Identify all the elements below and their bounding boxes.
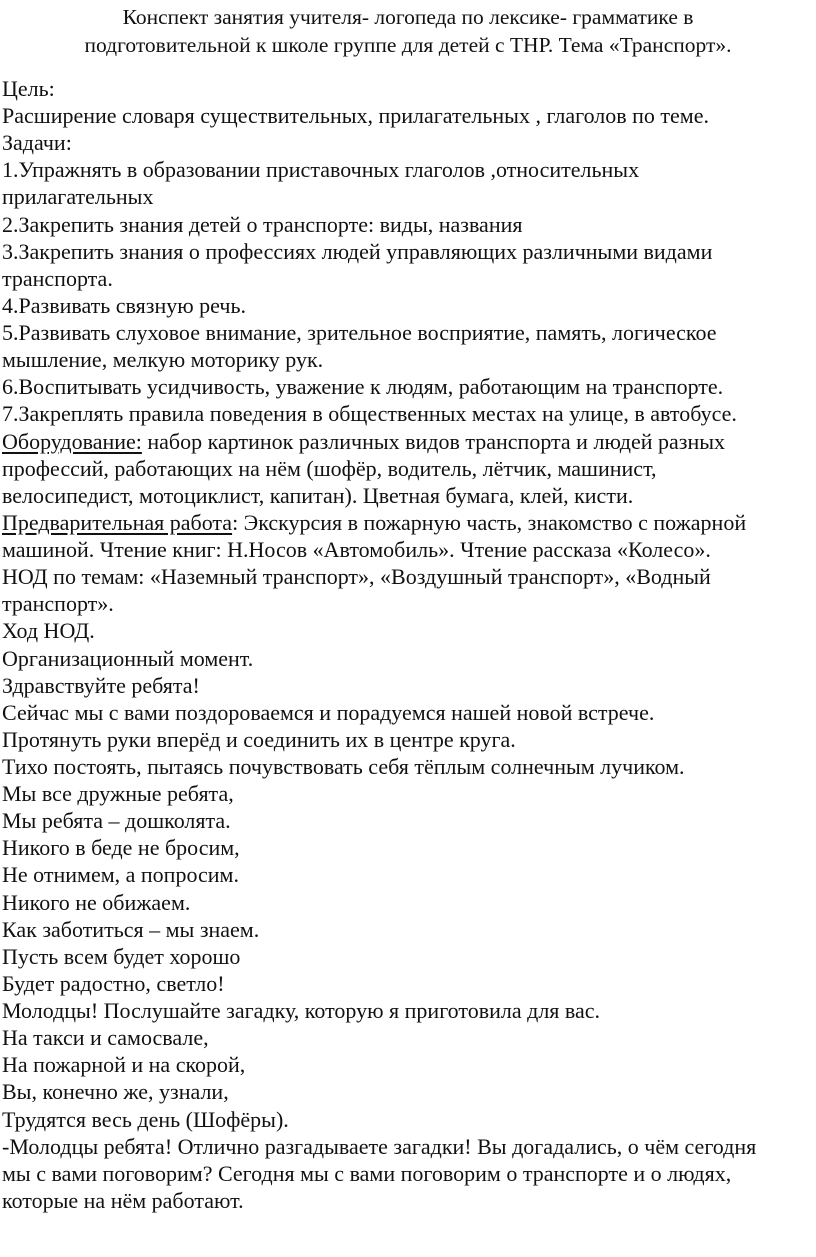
body-line [2, 536, 711, 563]
body-line [2, 1051, 245, 1078]
body-line [2, 1160, 731, 1187]
body-text: Организационный момент. [2, 645, 254, 671]
body-line [2, 346, 323, 373]
body-line [2, 400, 737, 427]
body-text: Пусть всем будет хорошо [2, 943, 241, 969]
document-title-line-1: Конспект занятия учителя- логопеда по лексике- грамматике в [122, 5, 694, 29]
body-text: 2.Закрепить знания детей о транспорте: виды, названия [2, 211, 523, 237]
body-line [2, 265, 113, 292]
body-line [2, 1078, 229, 1105]
body-line [2, 482, 633, 509]
body-line [2, 699, 654, 726]
document-title-line-2: подготовительной к школе группе для детей с ТНР. Тема «Транспорт». [84, 33, 732, 57]
underlined-heading: Предварительная работа [2, 509, 233, 535]
body-text: На пожарной и на скорой, [2, 1052, 246, 1078]
body-line [2, 373, 723, 400]
body-text: которые на нём работают. [2, 1187, 244, 1213]
body-text: Никого не обижаем. [2, 889, 191, 915]
body-text: транспорт». [2, 591, 114, 617]
body-text: набор картинок различных видов транспорта и людей разных [141, 428, 725, 454]
body-text: 6.Воспитывать усидчивость, уважение к людям, работающим на транспорте. [2, 374, 724, 400]
body-line [2, 1187, 244, 1214]
body-text: велосипедист, мотоциклист, капитан). Цветная бумага, клей, кисти. [2, 482, 634, 508]
body-line [2, 1133, 756, 1160]
body-line [2, 807, 231, 834]
body-line [2, 617, 95, 644]
body-line [2, 590, 114, 617]
body-text: Трудятся весь день (Шофёры). [2, 1106, 289, 1132]
body-line [2, 861, 239, 888]
body-line [2, 319, 717, 346]
body-text: Тихо постоять, пытаясь почувствовать себя тёплым солнечным лучиком. [2, 754, 685, 779]
body-text: 3.Закрепить знания о профессиях людей управляющих различными видами [2, 238, 713, 264]
body-text: мы с вами поговорим? Сегодня мы с вами поговорим о транспорте и о людях, [2, 1160, 732, 1186]
body-text: Ход НОД. [2, 618, 95, 644]
body-line [2, 75, 55, 102]
body-line [2, 183, 153, 210]
body-text: Как заботиться – мы знаем. [2, 916, 260, 942]
body-line [2, 753, 685, 780]
body-text: 7.Закреплять правила поведения в общественных местах на улице, в автобусе. [2, 401, 737, 427]
body-line [2, 645, 253, 672]
body-line [2, 672, 200, 699]
body-line [2, 129, 72, 156]
body-line [2, 726, 516, 753]
body-line [2, 970, 225, 997]
body-text: Цель: [2, 76, 55, 101]
body-text: машиной. Чтение книг: Н.Носов «Автомобиль». Чтение рассказа «Колесо». [2, 537, 711, 563]
body-line [2, 563, 711, 590]
body-text: : Экскурсия в пожарную часть, знакомство с пожарной [232, 509, 747, 535]
body-text: НОД по темам: «Наземный транспорт», «Воздушный транспорт», «Водный [2, 564, 711, 590]
body-text: 1.Упражнять в образовании приставочных глаголов ,относительных [2, 157, 640, 183]
body-line [2, 1106, 289, 1133]
body-text: 5.Развивать слуховое внимание, зрительное восприятие, память, логическое [2, 320, 717, 346]
body-line [2, 943, 240, 970]
body-line [2, 997, 600, 1024]
body-text: Сейчас мы с вами поздороваемся и порадуемся нашей новой встрече. [2, 699, 655, 725]
body-text: Мы все дружные ребята, [2, 781, 234, 807]
body-line [2, 509, 746, 536]
body-line [2, 889, 190, 916]
body-text: Никого в беде не бросим, [2, 835, 240, 861]
body-text: профессий, работающих на нём (шофёр, водитель, лётчик, машинист, [2, 455, 657, 481]
body-line [2, 238, 712, 265]
body-text: прилагательных [2, 184, 154, 210]
body-text: мышление, мелкую моторику рук. [2, 347, 324, 373]
body-text: Здравствуйте ребята! [2, 672, 200, 698]
body-text: Молодцы! Послушайте загадку, которую я приготовила для вас. [2, 998, 601, 1024]
body-text: Расширение словаря существительных, прилагательных , глаголов по теме. [2, 103, 709, 129]
body-line [2, 292, 246, 319]
body-line [2, 1024, 209, 1051]
body-text: 4.Развивать связную речь. [2, 292, 246, 318]
body-text: Мы ребята – дошколята. [2, 808, 231, 834]
underlined-heading: Оборудование: [2, 428, 142, 454]
body-text: -Молодцы ребята! Отлично разгадываете загадки! Вы догадались, о чём сегодня [2, 1133, 757, 1159]
body-text: транспорта. [2, 265, 113, 291]
body-line [2, 156, 639, 183]
body-line [2, 455, 657, 482]
body-line [2, 780, 234, 807]
body-line [2, 211, 523, 238]
body-text: На такси и самосвале, [2, 1025, 209, 1051]
body-text: Будет радостно, светло! [2, 970, 225, 996]
body-text: Не отнимем, а попросим. [2, 862, 239, 888]
body-text: Вы, конечно же, узнали, [2, 1079, 229, 1105]
body-text: Задачи: [2, 130, 72, 156]
body-line [2, 834, 240, 861]
body-line [2, 428, 725, 455]
body-text: Протянуть руки вперёд и соединить их в центре круга. [2, 726, 516, 752]
body-line [2, 916, 259, 943]
body-line [2, 102, 709, 129]
